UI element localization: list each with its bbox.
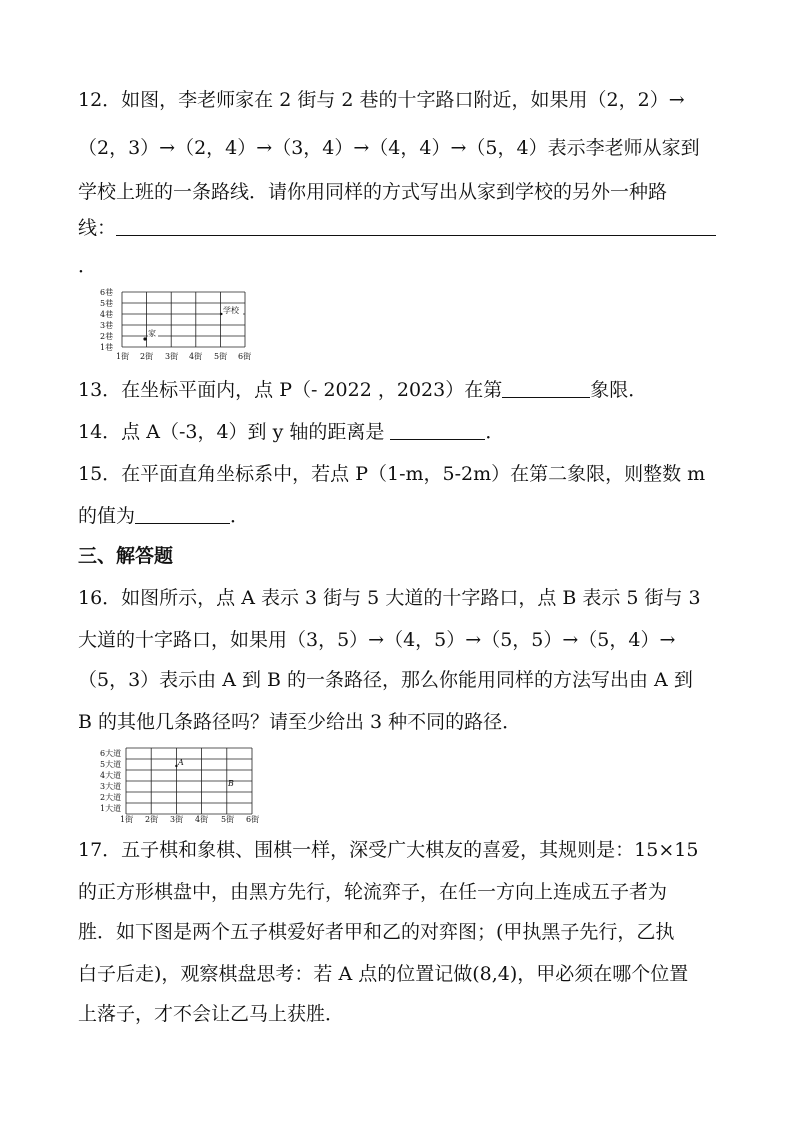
q12-answer-blank[interactable]: [116, 217, 716, 236]
avenue-label-2: 2大道: [100, 793, 122, 802]
col-label-6: 6街: [238, 352, 252, 361]
q13-prefix: 13．在坐标平面内，点 P（- 2022 ，2023）在第: [78, 379, 503, 401]
street-label-3: 3街: [170, 815, 184, 824]
street-label-1: 1街: [120, 815, 134, 824]
q15-line1: 15．在平面直角坐标系中，若点 P（1-m，5-2m）在第二象限，则整数 m: [78, 463, 706, 485]
school-label: 学校: [223, 306, 239, 315]
q16-line2: 大道的十字路口，如果用（3，5）→（4，5）→（5，5）→（5，4）→: [78, 629, 676, 651]
row-label-6: 6巷: [100, 288, 114, 297]
row-label-3: 3巷: [100, 321, 114, 330]
street-label-5: 5街: [221, 815, 235, 824]
q14-line: [78, 420, 728, 444]
q13-suffix: 象限．: [590, 379, 648, 401]
q12-line4-prefix: 线：: [78, 217, 117, 239]
row-label-1: 1巷: [100, 343, 114, 352]
row-label-5: 5巷: [100, 299, 114, 308]
section-title: 三、解答题: [78, 545, 174, 567]
q17-line4: 白子后走)，观察棋盘思考：若 A 点的位置记做(8,4)，甲必须在哪个位置: [78, 963, 689, 985]
q14-prefix: 14．点 A（-3，4）到 y 轴的距离是: [78, 421, 391, 443]
q15-line2-suffix: ．: [230, 505, 250, 527]
avenue-label-4: 4大道: [100, 771, 122, 780]
q12-line4: [78, 216, 728, 240]
q16-line3: （5，3）表示由 A 到 B 的一条路径，那么你能用同样的方法写出由 A 到: [78, 669, 693, 691]
avenue-label-5: 5大道: [100, 760, 122, 769]
col-label-3: 3街: [165, 352, 179, 361]
q12-line1: 12．如图，李老师家在 2 街与 2 巷的十字路口附近，如果用（2，2）→: [78, 89, 685, 111]
q14-suffix: ．: [485, 421, 505, 443]
q13-answer-blank[interactable]: [502, 379, 590, 398]
street-label-2: 2街: [145, 815, 159, 824]
q12-line3: 学校上班的一条路线．请你用同样的方式写出从家到学校的另外一种路: [78, 181, 668, 203]
col-label-2: 2街: [140, 352, 154, 361]
q17-line2: 的正方形棋盘中，由黑方先行，轮流弈子，在任一方向上连成五子者为: [78, 881, 668, 903]
col-label-1: 1街: [116, 352, 130, 361]
q17-line5: 上落子，才不会让乙马上获胜．: [78, 1003, 345, 1025]
avenue-label-6: 6大道: [100, 749, 122, 758]
q16-line1: 16．如图所示，点 A 表示 3 街与 5 大道的十字路口，点 B 表示 5 街与 3: [78, 587, 701, 609]
col-label-5: 5街: [214, 352, 228, 361]
q14-answer-blank[interactable]: [390, 421, 485, 440]
point-b-label: B: [228, 779, 234, 788]
q12-line2: （2，3）→（2，4）→（3，4）→（4，4）→（5，4）表示李老师从家到: [78, 137, 700, 159]
q15-line2: [78, 504, 728, 528]
q15-answer-blank[interactable]: [135, 505, 230, 524]
school-point: [220, 313, 222, 315]
grid-lines: [122, 292, 245, 347]
point-a-label: A: [178, 758, 184, 767]
q13-line: [78, 378, 728, 402]
street-label-4: 4街: [195, 815, 209, 824]
avenue-label-1: 1大道: [100, 804, 122, 813]
home-point: [143, 337, 146, 340]
q16-line4: B 的其他几条路径吗？请至少给出 3 种不同的路径．: [78, 711, 522, 733]
avenue-label-3: 3大道: [100, 782, 122, 791]
row-label-2: 2巷: [100, 332, 114, 341]
row-label-4: 4巷: [100, 310, 114, 319]
q17-line1: 17．五子棋和象棋、围棋一样，深受广大棋友的喜爱，其规则是：15×15: [78, 839, 699, 861]
q15-line2-prefix: 的值为: [78, 505, 136, 527]
street-grid-figure: [100, 288, 260, 362]
q12-line5: ．: [78, 255, 98, 277]
q17-line3: 胜．如下图是两个五子棋爱好者甲和乙的对弈图；(甲执黑子先行，乙执: [78, 921, 675, 943]
col-label-4: 4街: [189, 352, 203, 361]
avenue-grid-figure: [100, 744, 265, 824]
home-label: 家: [148, 329, 156, 338]
street-label-6: 6街: [246, 815, 260, 824]
